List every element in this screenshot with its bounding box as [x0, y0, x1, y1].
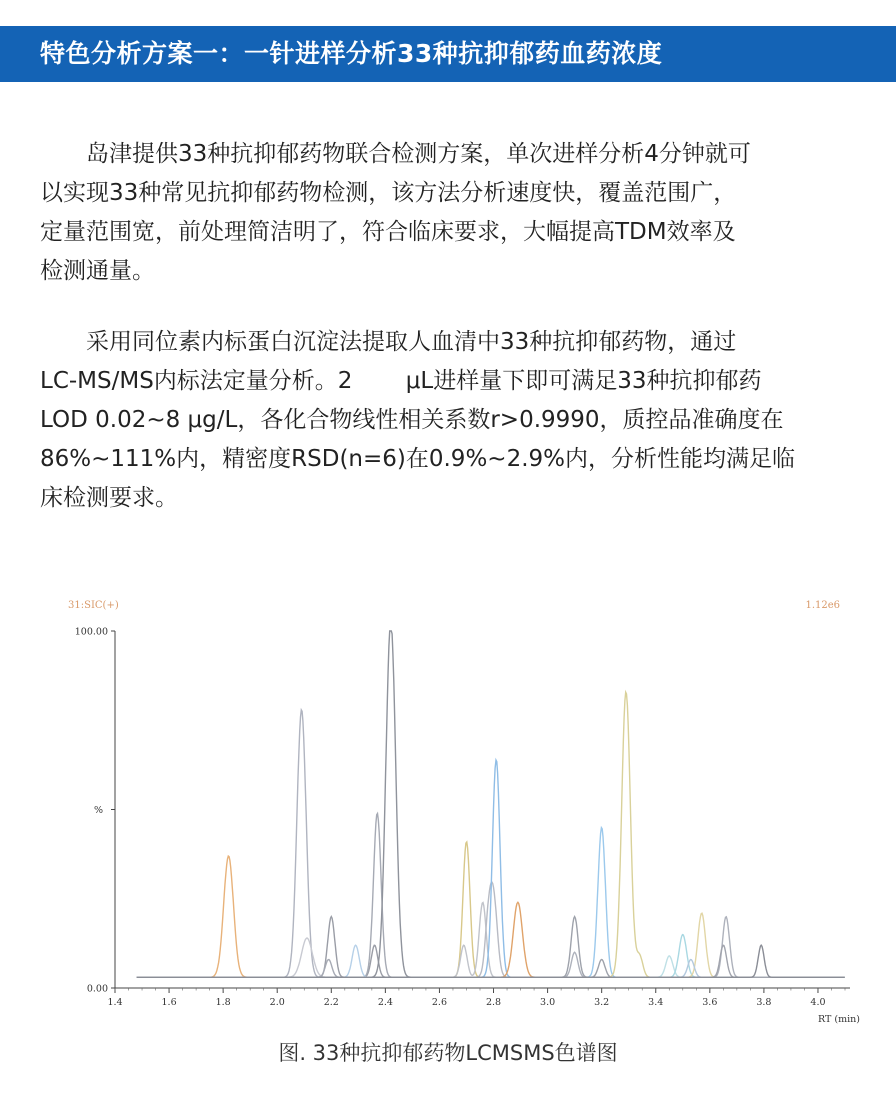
x-tick-label: 1.6	[161, 997, 177, 1008]
paragraph-intro	[40, 135, 870, 291]
x-tick-label: 3.4	[648, 997, 664, 1008]
x-tick-label: 3.8	[756, 997, 772, 1008]
paragraph-line: 检测通量。	[40, 258, 155, 284]
x-tick-label: 2.4	[377, 997, 393, 1008]
y-axis-label: %	[93, 805, 103, 816]
x-tick-label: 3.0	[540, 997, 556, 1008]
x-axis-label: RT (min)	[818, 1014, 860, 1025]
x-tick-label: 2.8	[485, 997, 502, 1008]
chromatogram-trace	[137, 913, 845, 977]
x-tick-label: 2.6	[431, 997, 447, 1008]
y-tick-label: 100.00	[74, 626, 108, 638]
x-tick-label: 2.2	[323, 997, 339, 1008]
chromatogram-chart	[60, 590, 860, 1030]
x-tick-label: 4.0	[810, 997, 826, 1008]
title-banner	[0, 26, 896, 82]
paragraph-line: 定量范围宽，前处理简洁明了，符合临床要求，大幅提高TDM效率及	[40, 219, 736, 245]
chromatogram-trace	[137, 760, 845, 977]
paragraph-line: 以实现33种常见抗抑郁药物检测，该方法分析速度快，覆盖范围广，	[40, 180, 737, 206]
x-tick-label: 3.6	[702, 997, 718, 1008]
section-title: 特色分析方案一：一针进样分析33种抗抑郁药血药浓度	[40, 39, 663, 68]
paragraph-line: 床检测要求。	[40, 485, 178, 511]
paragraph-line: LOD 0.02~8 μg/L，各化合物线性相关系数r>0.9990，质控品准确度在	[40, 407, 784, 433]
figure-caption: 图. 33种抗抑郁药物LCMSMS色谱图	[278, 1041, 618, 1065]
chromatogram-trace	[137, 631, 845, 977]
paragraph-line: 采用同位素内标蛋白沉淀法提取人血清中33种抗抑郁药物，通过	[40, 329, 737, 355]
chromatogram-trace	[137, 710, 845, 977]
scale-label: 1.12e6	[805, 600, 840, 611]
paragraph-line: LC-MS/MS内标法定量分析。2 μL进样量下即可满足33种抗抑郁药	[40, 368, 762, 394]
chromatogram-trace	[137, 956, 845, 977]
paragraph-method	[40, 323, 870, 518]
x-tick-label: 1.8	[215, 997, 231, 1008]
paragraph-line: 岛津提供33种抗抑郁药物联合检测方案，单次进样分析4分钟就可	[40, 141, 751, 167]
peak-traces	[137, 631, 845, 977]
x-tick-label: 1.4	[107, 997, 123, 1008]
y-tick-label: 0.00	[86, 983, 108, 995]
chromatogram-svg	[60, 590, 860, 1030]
trace-label: 31:SIC(+)	[68, 600, 119, 611]
paragraph-line: 86%~111%内，精密度RSD(n=6)在0.9%~2.9%内，分析性能均满足临	[40, 446, 796, 472]
chart-axes	[75, 627, 860, 1026]
chromatogram-trace	[137, 692, 845, 977]
x-tick-label: 2.0	[269, 997, 285, 1008]
x-tick-label: 3.2	[594, 997, 610, 1008]
